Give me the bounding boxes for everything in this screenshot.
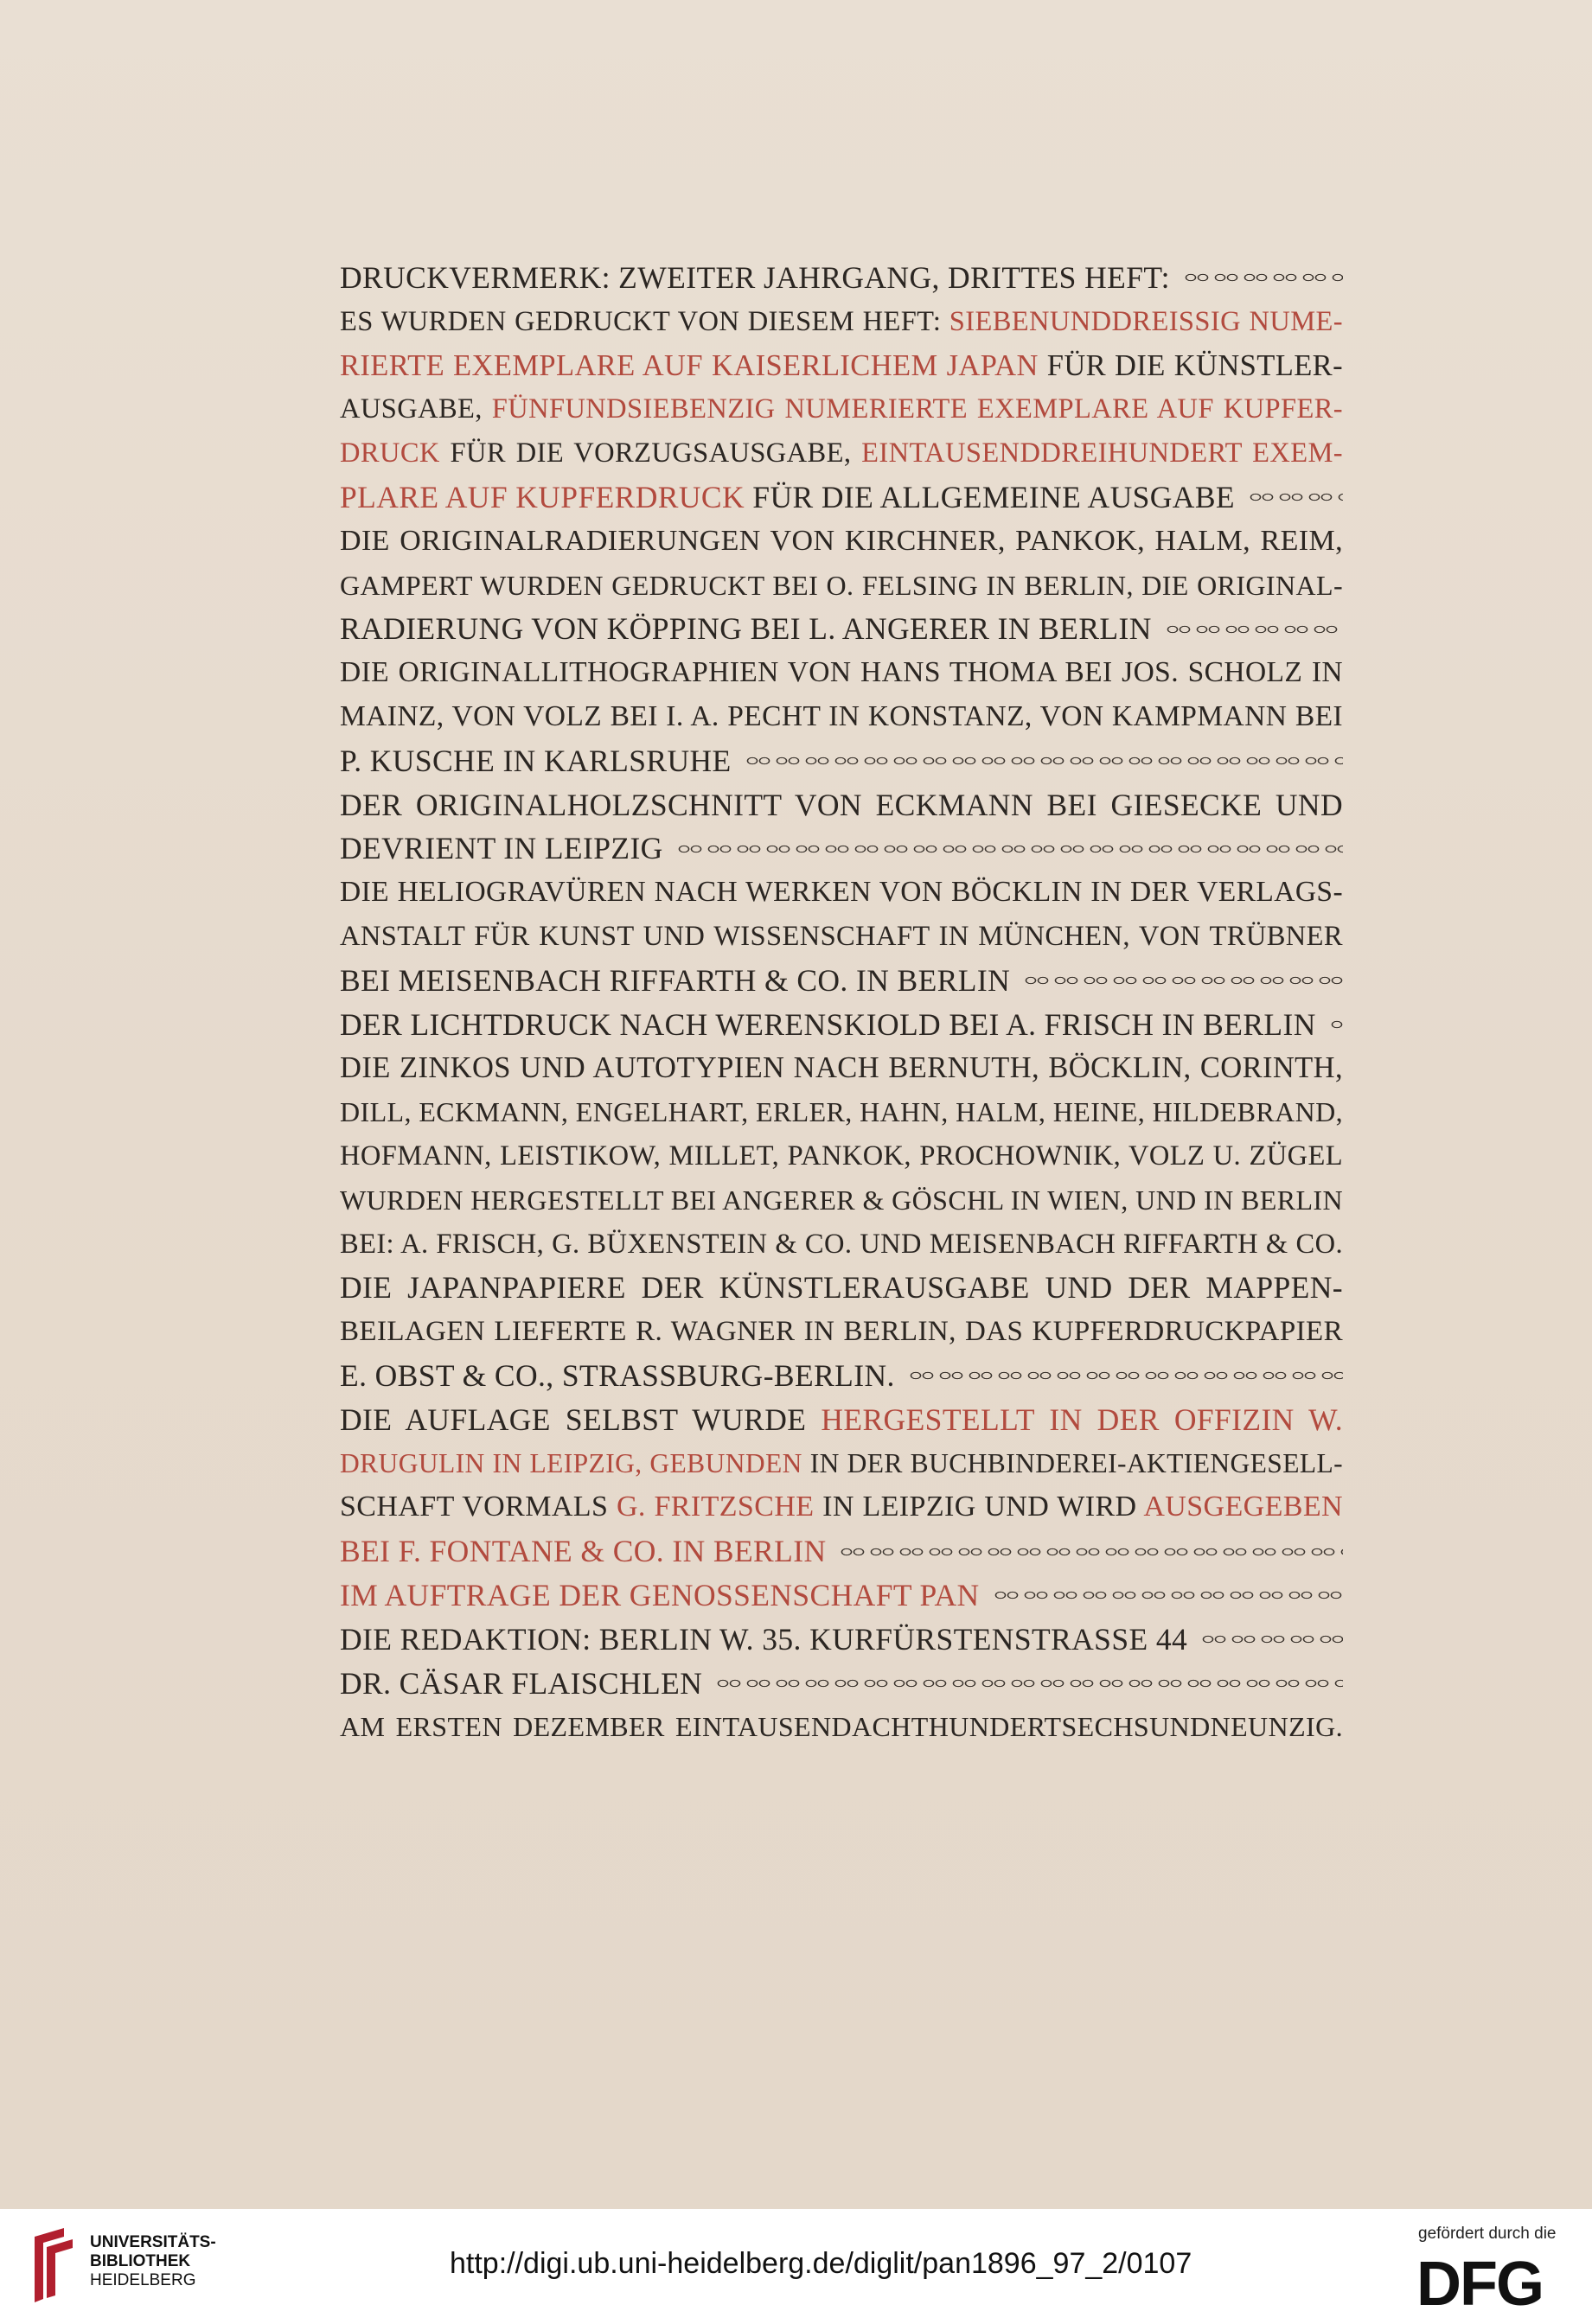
text-line bbox=[340, 476, 1343, 520]
library-name[interactable] bbox=[90, 2233, 216, 2290]
body-text: DIE ORIGINALRADIERUNGEN VON KIRCHNER, PANKOK, HALM, REIM, bbox=[340, 524, 1343, 557]
body-text: DRUCKVERMERK: ZWEITER JAHRGANG, DRITTES HEFT: bbox=[340, 260, 1170, 295]
text-line bbox=[340, 915, 1343, 959]
line-content bbox=[340, 1134, 1343, 1178]
rubric-text: EINTAUSENDDREIHUNDERT EXEM- bbox=[861, 437, 1343, 469]
line-content bbox=[340, 1705, 1343, 1749]
text-line bbox=[340, 387, 1343, 431]
text-line bbox=[340, 871, 1343, 915]
rubric-text: FÜNFUNDSIEBENZIG NUMERIERTE EXEMPLARE AUF KUPFER- bbox=[491, 393, 1343, 425]
text-line bbox=[340, 344, 1343, 388]
ornament-filler bbox=[1182, 270, 1343, 285]
text-line bbox=[340, 431, 1343, 476]
rubric-text: AUSGEGEBEN bbox=[1143, 1491, 1343, 1523]
body-text: DR. CÄSAR FLAISCHLEN bbox=[340, 1665, 703, 1701]
body-text: FÜR DIE VORZUGSAUSGABE, bbox=[439, 437, 862, 469]
body-text: DER ORIGINALHOLZSCHNITT VON ECKMANN BEI GIESECKE UND bbox=[340, 787, 1343, 822]
text-line bbox=[340, 1178, 1343, 1223]
rubric-text: PLARE AUF KUPFERDRUCK bbox=[340, 479, 745, 514]
rubric-text: RIERTE EXEMPLARE AUF KAISERLICHEM JAPAN bbox=[340, 348, 1039, 382]
text-line bbox=[340, 1485, 1343, 1529]
body-text: DIE ORIGINALLITHOGRAPHIEN VON HANS THOMA BEI JOS. SCHOLZ IN bbox=[340, 656, 1343, 689]
line-content bbox=[340, 695, 1343, 739]
body-text: GAMPERT WURDEN GEDRUCKT BEI O. FELSING IN BERLIN, DIE ORIGINAL- bbox=[340, 569, 1343, 601]
funding-note: gefördert durch die bbox=[1418, 2225, 1557, 2243]
body-text: DEVRIENT IN LEIPZIG bbox=[340, 831, 663, 866]
rubric-text: DRUGULIN IN LEIPZIG, GEBUNDEN bbox=[340, 1447, 802, 1478]
text-line bbox=[340, 564, 1343, 608]
body-text: ES WURDEN GEDRUCKT VON DIESEM HEFT: bbox=[340, 305, 949, 337]
line-content bbox=[340, 1310, 1343, 1354]
line-content bbox=[340, 1223, 1343, 1267]
body-text: DER LICHTDRUCK NACH WERENSKIOLD BEI A. FRISCH IN BERLIN bbox=[340, 1006, 1316, 1042]
ornament-filler bbox=[838, 1544, 1343, 1560]
line-content bbox=[340, 827, 663, 871]
ornament-filler bbox=[714, 1676, 1343, 1691]
body-text: BEI: A. FRISCH, G. BÜXENSTEIN & CO. UND MEISENBACH RIFFARTH & CO. bbox=[340, 1228, 1343, 1260]
ub-heidelberg-logo-icon[interactable] bbox=[28, 2226, 80, 2306]
line-content bbox=[340, 783, 1343, 827]
body-text: RADIERUNG VON KÖPPING BEI L. ANGERER IN BERLIN bbox=[340, 611, 1152, 647]
ornament-filler bbox=[744, 753, 1343, 769]
line-content bbox=[340, 1485, 1343, 1529]
ornament-filler bbox=[1247, 489, 1343, 505]
line-content bbox=[340, 564, 1343, 608]
text-line bbox=[340, 783, 1343, 827]
line-content bbox=[340, 1003, 1316, 1047]
body-text: FÜR DIE ALLGEMEINE AUSGABE bbox=[745, 479, 1235, 514]
line-content bbox=[340, 256, 1170, 300]
line-content bbox=[340, 1574, 980, 1618]
text-line bbox=[340, 1046, 1343, 1090]
line-content bbox=[340, 1178, 1343, 1223]
text-line bbox=[340, 300, 1343, 344]
text-line bbox=[340, 1003, 1343, 1047]
text-line bbox=[340, 1442, 1343, 1486]
text-line bbox=[340, 1398, 1343, 1442]
body-text: P. KUSCHE IN KARLSRUHE bbox=[340, 743, 732, 778]
body-text: MAINZ, VON VOLZ BEI I. A. PECHT IN KONSTANZ, VON KAMPMANN BEI bbox=[340, 699, 1343, 732]
text-line bbox=[340, 1134, 1343, 1178]
ornament-filler bbox=[992, 1587, 1343, 1603]
ornament-filler bbox=[675, 841, 1343, 857]
rubric-text: SIEBENUNDDREISSIG NUME- bbox=[949, 305, 1343, 337]
body-text: DIE JAPANPAPIERE DER KÜNSTLERAUSGABE UND DER MAPPEN- bbox=[340, 1270, 1343, 1306]
body-text: BEI MEISENBACH RIFFARTH & CO. IN BERLIN bbox=[340, 962, 1011, 998]
line-content bbox=[340, 959, 1010, 1003]
text-line bbox=[340, 1574, 1343, 1618]
line-content bbox=[340, 871, 1343, 915]
body-text: AM ERSTEN DEZEMBER EINTAUSENDACHTHUNDERTSECHSUNDNEUNZIG. bbox=[340, 1711, 1343, 1743]
line-content bbox=[340, 387, 1343, 431]
line-content bbox=[340, 476, 1235, 520]
line-content bbox=[340, 1046, 1343, 1090]
line-content bbox=[340, 431, 1343, 476]
text-line bbox=[340, 607, 1343, 651]
text-line bbox=[340, 827, 1343, 871]
line-content bbox=[340, 1090, 1343, 1134]
dfg-logo[interactable]: DFG bbox=[1416, 2250, 1543, 2319]
text-line bbox=[340, 651, 1343, 695]
text-line bbox=[340, 695, 1343, 739]
text-line bbox=[340, 1266, 1343, 1310]
rubric-text: BEI F. FONTANE & CO. IN BERLIN bbox=[340, 1534, 827, 1569]
line-content bbox=[340, 344, 1343, 388]
line-content bbox=[340, 1529, 826, 1574]
line-content bbox=[340, 607, 1152, 651]
body-text: SCHAFT VORMALS bbox=[340, 1491, 617, 1523]
ornament-filler bbox=[1164, 622, 1343, 637]
body-text: BEILAGEN LIEFERTE R. WAGNER IN BERLIN, DAS KUPFERDRUCKPAPIER bbox=[340, 1316, 1343, 1348]
line-content bbox=[340, 1442, 1343, 1486]
body-text: DIE REDAKTION: BERLIN W. 35. KURFÜRSTENSTRASSE 44 bbox=[340, 1621, 1188, 1657]
body-text: WURDEN HERGESTELLT BEI ANGERER & GÖSCHL IN WIEN, UND IN BERLIN bbox=[340, 1184, 1343, 1216]
line-content bbox=[340, 915, 1343, 959]
text-line bbox=[340, 520, 1343, 564]
body-text: HOFMANN, LEISTIKOW, MILLET, PANKOK, PROCHOWNIK, VOLZ U. ZÜGEL bbox=[340, 1140, 1343, 1172]
body-text: ANSTALT FÜR KUNST UND WISSENSCHAFT IN MÜNCHEN, VON TRÜBNER bbox=[340, 920, 1343, 952]
line-content bbox=[340, 651, 1343, 695]
text-line bbox=[340, 1529, 1343, 1574]
body-text: DIE HELIOGRAVÜREN NACH WERKEN VON BÖCKLIN IN DER VERLAGS- bbox=[340, 876, 1343, 909]
line-content bbox=[340, 1354, 895, 1398]
ornament-filler bbox=[1022, 973, 1343, 988]
library-line-3: HEIDELBERG bbox=[90, 2271, 196, 2289]
text-line bbox=[340, 739, 1343, 783]
line-content bbox=[340, 300, 1343, 344]
body-text: DIE AUFLAGE SELBST WURDE bbox=[340, 1401, 822, 1437]
text-line bbox=[340, 1705, 1343, 1749]
body-text: AUSGABE, bbox=[340, 393, 492, 425]
text-line bbox=[340, 256, 1343, 300]
ornament-filler bbox=[1199, 1631, 1343, 1647]
body-text: IN DER BUCHBINDEREI-AKTIENGESELL- bbox=[802, 1447, 1344, 1478]
rubric-text: HERGESTELLT IN DER OFFIZIN W. bbox=[821, 1401, 1343, 1437]
line-content bbox=[340, 1398, 1343, 1442]
body-text: E. OBST & CO., STRASSBURG-BERLIN. bbox=[340, 1357, 895, 1393]
permalink-url[interactable]: http://digi.ub.uni-heidelberg.de/diglit/pan1896_97_2/0107 bbox=[450, 2247, 1192, 2280]
ornament-filler bbox=[907, 1368, 1343, 1383]
line-content bbox=[340, 1618, 1187, 1662]
viewer-footer bbox=[0, 2209, 1592, 2324]
text-line bbox=[340, 1090, 1343, 1134]
body-text: FÜR DIE KÜNSTLER- bbox=[1038, 348, 1343, 382]
text-line bbox=[340, 1618, 1343, 1662]
text-line bbox=[340, 1354, 1343, 1398]
line-content bbox=[340, 739, 732, 783]
ornament-filler bbox=[1328, 1017, 1343, 1032]
body-text: DILL, ECKMANN, ENGELHART, ERLER, HAHN, HALM, HEINE, HILDEBRAND, bbox=[340, 1096, 1343, 1128]
line-content bbox=[340, 1662, 702, 1706]
library-line-1: UNIVERSITÄTS- bbox=[90, 2233, 216, 2251]
text-line bbox=[340, 1662, 1343, 1706]
rubric-text: DRUCK bbox=[340, 437, 440, 469]
rubric-text: IM AUFTRAGE DER GENOSSENSCHAFT PAN bbox=[340, 1577, 980, 1612]
colophon-text bbox=[340, 256, 1343, 1749]
line-content bbox=[340, 520, 1343, 564]
rubric-text: G. FRITZSCHE bbox=[616, 1491, 815, 1523]
line-content bbox=[340, 1266, 1343, 1310]
body-text: DIE ZINKOS UND AUTOTYPIEN NACH BERNUTH, BÖCKLIN, CORINTH, bbox=[340, 1051, 1343, 1085]
library-line-2: BIBLIOTHEK bbox=[90, 2252, 191, 2270]
text-line bbox=[340, 1223, 1343, 1267]
text-line bbox=[340, 1310, 1343, 1354]
body-text: IN LEIPZIG UND WIRD bbox=[814, 1491, 1144, 1523]
text-line bbox=[340, 959, 1343, 1003]
